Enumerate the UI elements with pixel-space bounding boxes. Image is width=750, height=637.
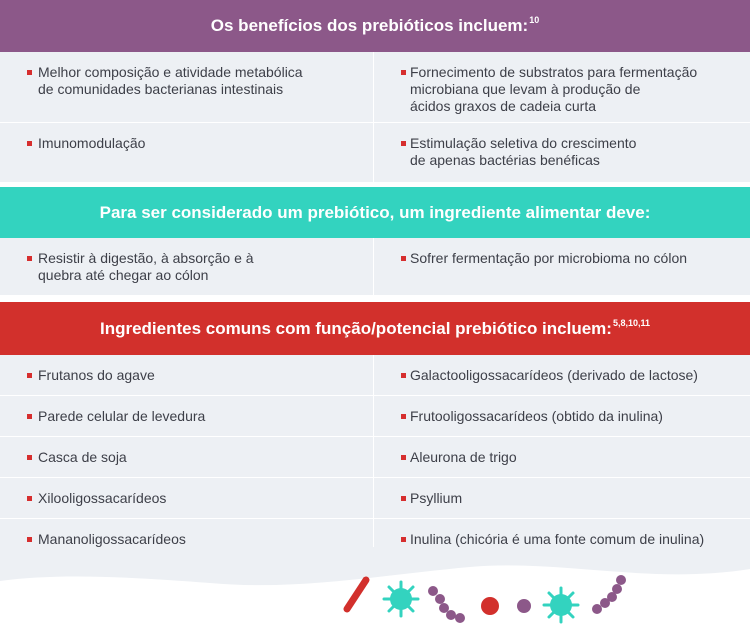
bullet-icon <box>401 537 406 542</box>
item-text: Fornecimento de substratos para fermentação microbiana que levam à produção de ácidos graxos de cadeia curta <box>410 64 698 114</box>
list-item <box>373 123 750 182</box>
list-item <box>373 437 750 477</box>
item-text: Imunomodulação <box>38 135 146 151</box>
bullet-icon <box>401 70 406 75</box>
virus-icon <box>544 588 578 622</box>
reference-ingredients: 5,8,10,11 <box>612 317 650 328</box>
list-item <box>0 437 373 477</box>
bullet-icon <box>401 496 406 501</box>
bullet-icon <box>27 537 32 542</box>
bullet-icon <box>27 455 32 460</box>
reference-benefits: 10 <box>529 15 540 25</box>
item-text: Galactooligossacarídeos (derivado de lactose) <box>410 367 698 383</box>
section-header-requirements <box>0 187 750 238</box>
list-item <box>373 355 750 395</box>
ingredients-grid <box>0 355 750 563</box>
item-text: Sofrer fermentação por microbioma no cólon <box>410 250 688 266</box>
bullet-icon <box>27 373 32 378</box>
requirements-grid <box>0 238 750 295</box>
purple-dot-icon <box>517 599 531 613</box>
bullet-icon <box>27 141 32 146</box>
list-item <box>373 52 750 122</box>
benefits-grid <box>0 52 750 182</box>
section-header-ingredients <box>0 302 750 355</box>
bullet-icon <box>401 414 406 419</box>
list-item <box>0 238 373 295</box>
list-item <box>0 52 373 122</box>
item-text: Aleurona de trigo <box>410 449 517 465</box>
item-text: Estimulação seletiva do crescimento de apenas bactérias benéficas <box>410 135 637 168</box>
item-text: Inulina (chicória é uma fonte comum de inulina) <box>410 531 705 547</box>
item-text: Frutanos do agave <box>38 367 155 383</box>
bullet-icon <box>401 141 406 146</box>
bead-chain-icon <box>428 586 465 623</box>
section-title-requirements: Para ser considerado um prebiótico, um ingrediente alimentar deve: <box>99 202 651 222</box>
bottom-wave <box>0 547 750 585</box>
item-text: Frutooligossacarídeos (obtido da inulina) <box>410 408 663 424</box>
section-title-benefits: Os benefícios dos prebióticos incluem: <box>210 16 529 35</box>
bottom-decoration <box>0 547 750 637</box>
list-item <box>0 478 373 518</box>
bullet-icon <box>401 455 406 460</box>
list-item <box>0 123 373 182</box>
item-text: Parede celular de levedura <box>38 408 206 424</box>
rod-bacteria-icon <box>347 580 366 609</box>
bullet-icon <box>27 414 32 419</box>
list-item <box>373 396 750 436</box>
item-text: Resistir à digestão, à absorção e à quebra até chegar ao cólon <box>38 250 254 283</box>
item-text: Xilooligossacarídeos <box>38 490 167 506</box>
list-item <box>373 478 750 518</box>
bullet-icon <box>27 256 32 261</box>
section-title-ingredients: Ingredientes comuns com função/potencial prebiótico incluem: <box>99 318 612 338</box>
red-dot-icon <box>481 597 499 615</box>
bullet-icon <box>27 496 32 501</box>
item-text: Psyllium <box>410 490 463 506</box>
item-text: Mananoligossacarídeos <box>38 531 186 547</box>
bead-chain-icon <box>592 575 626 614</box>
section-header-benefits <box>0 0 750 52</box>
virus-icon <box>384 582 418 616</box>
item-text: Casca de soja <box>38 449 127 465</box>
bullet-icon <box>27 70 32 75</box>
bullet-icon <box>401 256 406 261</box>
item-text: Melhor composição e atividade metabólica de comunidades bacterianas intestinais <box>38 64 303 97</box>
list-item <box>373 238 750 295</box>
bullet-icon <box>401 373 406 378</box>
list-item <box>0 355 373 395</box>
list-item <box>0 396 373 436</box>
